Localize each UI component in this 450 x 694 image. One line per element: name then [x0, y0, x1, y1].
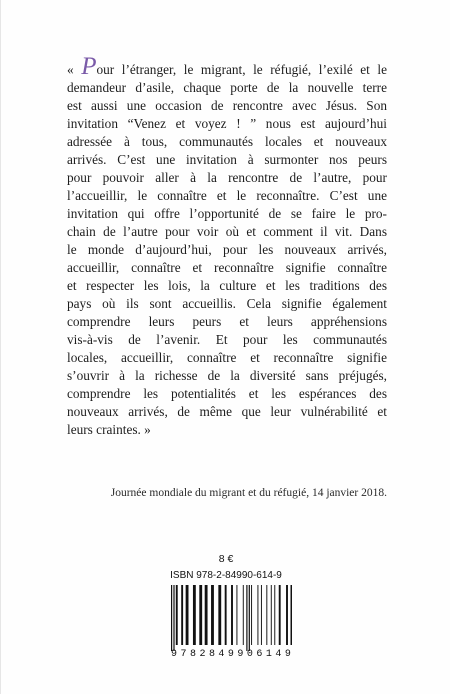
barcode-digit: 9: [171, 649, 178, 660]
dropcap-letter: P: [81, 53, 97, 80]
barcode-bar: [199, 585, 202, 645]
quote-line: nouveaux arrivés, de même que leur vulnérabilité et: [67, 404, 387, 419]
barcode-bar: [271, 585, 272, 645]
barcode-bar: [291, 585, 293, 645]
barcode-bar: [231, 585, 233, 645]
barcode-digit: 1: [265, 649, 272, 660]
barcode-bar: [193, 585, 196, 645]
quote-attribution: Journée mondiale du migrant et du réfugié, 14 janvier 2018.: [110, 487, 387, 499]
quote-line: locales, accueillir, connaître et reconnaître signifie: [67, 350, 387, 365]
quote-line: chain de l’autre pour voir où et comment il vit. Dans: [67, 224, 387, 239]
barcode-bar: [246, 585, 247, 651]
barcode-bar: [274, 585, 275, 645]
barcode-bar: [251, 585, 252, 645]
quote-line: invitation qui offre l’opportunité de se faire le pro-: [67, 206, 387, 221]
barcode-digit: 6: [256, 649, 263, 660]
barcode-bar: [211, 585, 214, 645]
quote-line: our l’étranger, le migrant, le réfugié, l’exilé et le: [96, 62, 387, 77]
barcode-bar: [279, 585, 281, 645]
barcode-digit: 9: [284, 649, 291, 660]
barcode-bar: [186, 585, 189, 645]
quote-line: s’ouvrir à la richesse de la diversité sans préjugés,: [67, 368, 387, 383]
barcode-bar: [261, 585, 262, 645]
isbn-label: ISBN 978-2-84990-614-9: [170, 570, 282, 581]
isbn-barcode: [168, 585, 292, 651]
barcode-digit: 4: [218, 649, 225, 660]
barcode-digit: 9: [227, 649, 234, 660]
barcode-bar: [249, 585, 250, 651]
barcode-bar: [257, 585, 258, 645]
price-label: 8 €: [218, 553, 234, 565]
barcode-digit: 9: [237, 649, 244, 660]
quote-line-first: [67, 53, 387, 80]
barcode-digit: 8: [208, 649, 215, 660]
open-quote-mark: «: [67, 62, 74, 77]
quote-line: le monde d’aujourd’hui, pour les nouveaux arrivés,: [67, 242, 387, 257]
quote-line: adressée à tous, communautés locales et nouveaux: [67, 134, 387, 149]
quote-block: [67, 53, 387, 439]
barcode-bar: [181, 585, 183, 645]
quote-line: vis-à-vis de l’avenir. Et pour les communautés: [67, 332, 387, 347]
quote-line: pour pouvoir aller à la rencontre de l’autre, pour: [67, 170, 387, 185]
barcode-bar: [205, 585, 208, 645]
barcode-bar: [176, 585, 178, 645]
quote-line: arrivés. C’est une invitation à surmonter nos peurs: [67, 152, 387, 167]
barcode-bar: [218, 585, 221, 645]
barcode-bar: [173, 585, 174, 651]
quote-line: et respecter les lois, la culture et les traditions des: [67, 278, 387, 293]
barcode-bar: [225, 585, 227, 645]
barcode-bar: [171, 585, 172, 651]
barcode-digit: 7: [180, 649, 187, 660]
quote-line-last: leurs craintes. »: [67, 422, 151, 437]
quote-line: comprendre les potentialités et les espérances des: [67, 386, 387, 401]
barcode-digits: [171, 649, 291, 660]
quote-line: demandeur d’asile, chaque porte de la nouvelle terre: [67, 80, 387, 95]
barcode-digit: 4: [275, 649, 282, 660]
barcode-digit: 8: [189, 649, 196, 660]
barcode-bar: [243, 585, 244, 645]
barcode-digit: 0: [246, 649, 253, 660]
quote-line: est aussi une occasion de rencontre avec Jésus. Son: [67, 98, 387, 113]
quote-line: invitation “Venez et voyez ! ” nous est aujourd’hui: [67, 116, 387, 131]
barcode-digit: 2: [199, 649, 206, 660]
quote-line: comprendre leurs peurs et leurs appréhensions: [67, 314, 387, 329]
barcode-bar: [266, 585, 267, 645]
quote-line: pays où ils sont accueillis. Cela signifie également: [67, 296, 387, 311]
barcode-bar: [286, 585, 288, 645]
quote-line: l’accueillir, le connaître et le reconnaître. C’est une: [67, 188, 387, 203]
quote-line: accueillir, connaître et reconnaître signifie connaître: [67, 260, 387, 275]
barcode-bar: [236, 585, 237, 645]
